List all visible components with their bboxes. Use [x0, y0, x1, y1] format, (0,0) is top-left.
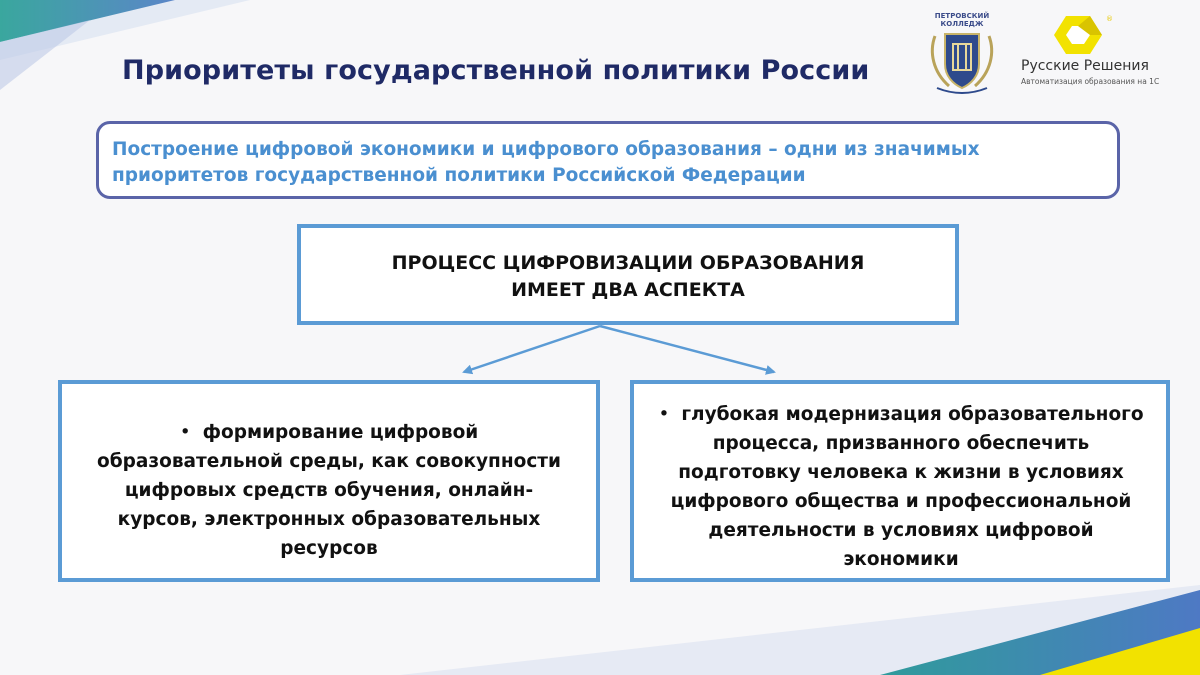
college-caption-top: ПЕТРОВСКИЙ — [934, 12, 990, 20]
process-line-1: ПРОЦЕСС ЦИФРОВИЗАЦИИ ОБРАЗОВАНИЯ — [391, 252, 865, 274]
aspect-box-left — [58, 380, 600, 582]
bullet-icon: • — [179, 422, 191, 443]
aspect-text-right — [656, 400, 1146, 574]
company-name: Русские Решения — [1021, 58, 1149, 74]
aspect-text-left — [92, 418, 566, 563]
registered-mark-icon: ® — [1106, 15, 1113, 23]
bullet-icon: • — [658, 404, 670, 425]
aspect-left-content: формирование цифровой образовательной среды, как совокупности цифровых средств обучения, онлайн-курсов, электронных образовательных ресурсов — [97, 422, 561, 559]
arrow-right — [600, 326, 774, 372]
process-line-2: ИМЕЕТ ДВА АСПЕКТА — [511, 279, 745, 301]
college-caption-bottom: КОЛЛЕДЖ — [940, 20, 984, 28]
arrow-left — [464, 326, 600, 372]
aspect-box-right — [630, 380, 1170, 582]
page-title: Приоритеты государственной политики России — [122, 55, 870, 86]
intro-text: Построение цифровой экономики и цифрового образования – одни из значимых приоритетов государственной политики Российской Федерации — [112, 139, 980, 186]
company-tagline: Автоматизация образования на 1С — [1021, 77, 1160, 86]
aspect-right-content: глубокая модернизация образовательного процесса, призванного обеспечить подготовку человека к жизни в условиях цифрового общества и профессиональной деятельности в условиях цифровой экономики — [670, 404, 1144, 570]
